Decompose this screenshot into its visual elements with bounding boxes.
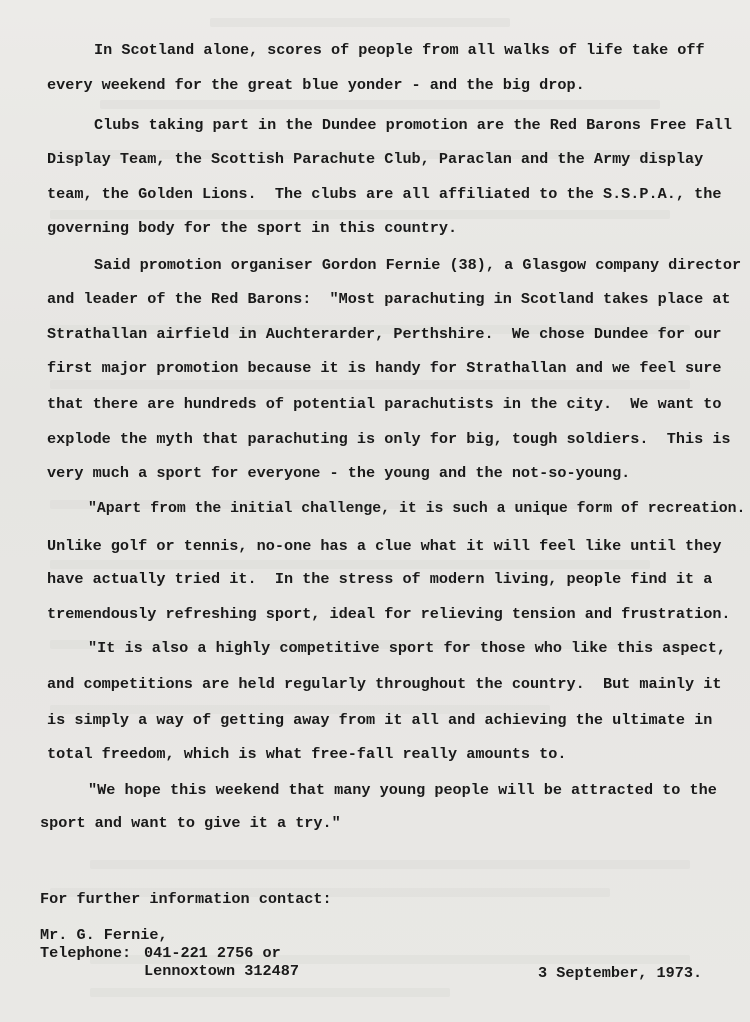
telephone-number-2: Lennoxtown 312487 <box>144 962 299 980</box>
body-text-line: team, the Golden Lions. The clubs are all affiliated to the S.S.P.A., the <box>47 185 722 203</box>
body-text-line: have actually tried it. In the stress of modern living, people find it a <box>47 570 713 588</box>
contact-heading: For further information contact: <box>40 890 332 908</box>
document-date: 3 September, 1973. <box>538 964 703 982</box>
show-through-mark <box>100 100 660 109</box>
body-text-line: Said promotion organiser Gordon Fernie (38), a Glasgow company director <box>94 256 742 274</box>
body-text-line: and competitions are held regularly throughout the country. But mainly it <box>47 675 722 693</box>
body-text-line: "It is also a highly competitive sport for those who like this aspect, <box>88 639 726 657</box>
show-through-mark <box>50 380 690 389</box>
body-text-line: very much a sport for everyone - the young and the not-so-young. <box>47 464 631 482</box>
body-text-line: In Scotland alone, scores of people from all walks of life take off <box>94 41 705 59</box>
show-through-mark <box>50 210 670 219</box>
body-text-line: "Apart from the initial challenge, it is such a unique form of recreation. <box>88 499 746 517</box>
body-text-line: explode the myth that parachuting is only for big, tough soldiers. This is <box>47 430 731 448</box>
body-text-line: tremendously refreshing sport, ideal for relieving tension and frustration. <box>47 605 731 623</box>
body-text-line: is simply a way of getting away from it all and achieving the ultimate in <box>47 711 713 729</box>
show-through-mark <box>210 18 510 27</box>
body-text-line: "We hope this weekend that many young people will be attracted to the <box>88 781 717 799</box>
body-text-line: Clubs taking part in the Dundee promotion are the Red Barons Free Fall <box>94 116 732 134</box>
telephone-label: Telephone: <box>40 944 132 962</box>
body-text-line: and leader of the Red Barons: "Most parachuting in Scotland takes place at <box>47 290 731 308</box>
body-text-line: every weekend for the great blue yonder - and the big drop. <box>47 76 585 94</box>
show-through-mark <box>90 860 690 869</box>
show-through-mark <box>50 560 650 569</box>
body-text-line: Display Team, the Scottish Parachute Club, Paraclan and the Army display <box>47 150 704 168</box>
body-text-line: first major promotion because it is handy for Strathallan and we feel sure <box>47 359 722 377</box>
contact-name: Mr. G. Fernie, <box>40 926 168 944</box>
telephone-number-1: 041-221 2756 or <box>144 944 281 962</box>
body-text-line: Unlike golf or tennis, no-one has a clue what it will feel like until they <box>47 537 722 555</box>
body-text-line: sport and want to give it a try." <box>40 814 341 832</box>
body-text-line: Strathallan airfield in Auchterarder, Perthshire. We chose Dundee for our <box>47 325 722 343</box>
body-text-line: that there are hundreds of potential parachutists in the city. We want to <box>47 395 722 413</box>
show-through-mark <box>90 988 450 997</box>
body-text-line: governing body for the sport in this country. <box>47 219 458 237</box>
body-text-line: total freedom, which is what free-fall really amounts to. <box>47 745 567 763</box>
